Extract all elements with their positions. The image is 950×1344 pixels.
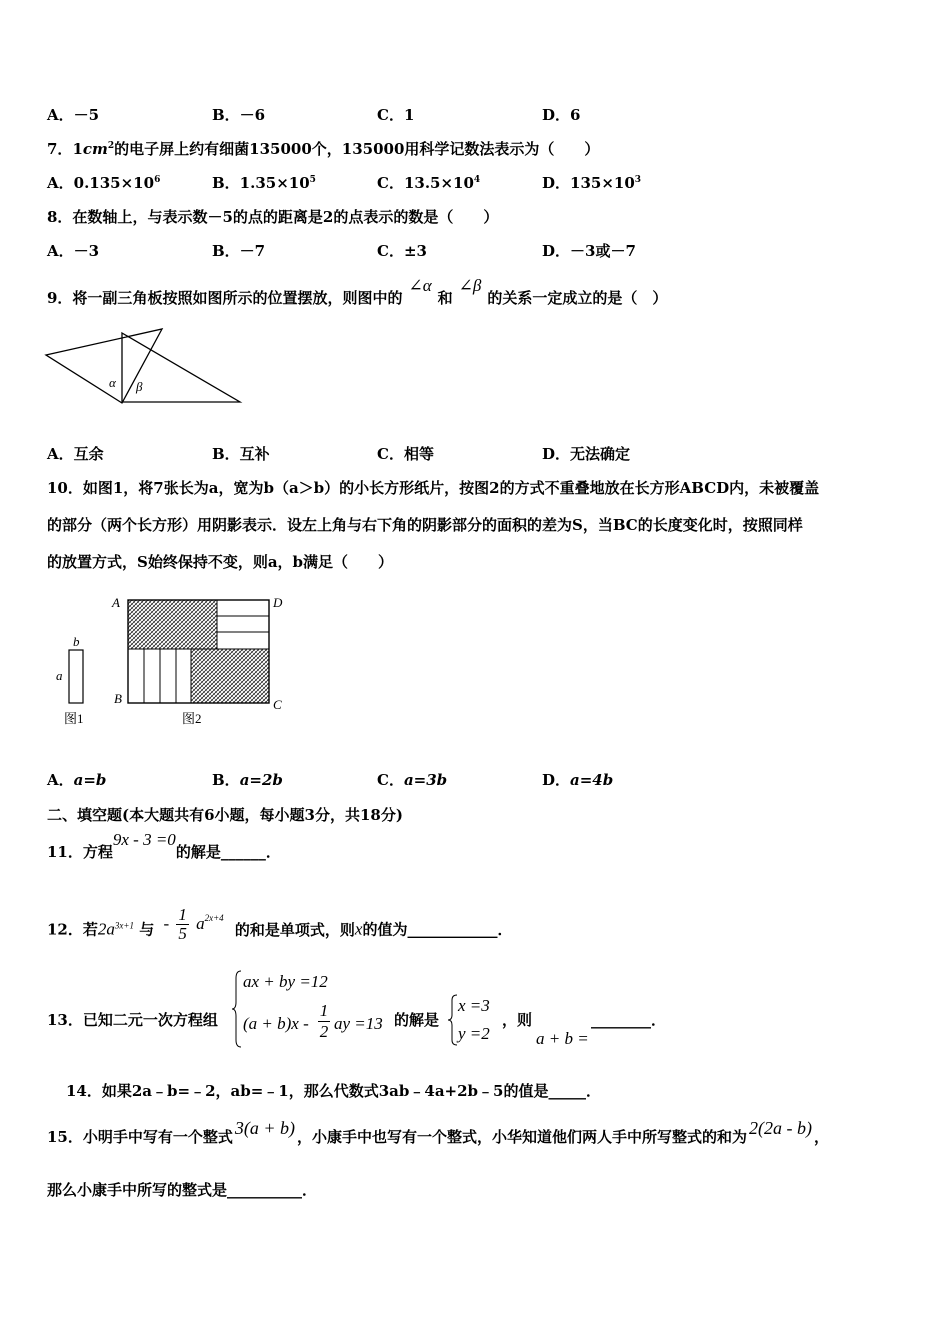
section2-title: 二、填空题(本大题共有6小题，每小题3分，共18分) (47, 806, 403, 824)
q13-system-brace (232, 970, 242, 1048)
q8-option-a: A．－3 (47, 242, 100, 260)
q13-eq2-left: (a + b)x - (243, 1014, 309, 1033)
q8-option-c: C．±3 (377, 242, 427, 260)
q9-option-d: D．无法确定 (542, 445, 631, 463)
q11: 11．方程9x - 3 =0的解是______． (47, 830, 281, 861)
q7-option-c: C．$13.5\times 10^4$ (377, 174, 481, 192)
q13-solution-brace (448, 994, 458, 1046)
q10-figures (50, 590, 290, 735)
q6-option-a: A．－5 (47, 106, 100, 124)
fig2-label-D: D (273, 595, 283, 610)
q14: 14．如果2a﹣b=﹣2，ab=﹣1，那么代数式3ab﹣4a+2b﹣5的值是_____． (66, 1082, 601, 1100)
fig2-label-A: A (112, 595, 120, 610)
q15-line1: 15．小明手中写有一个整式 3(a + b) ，小康手中也写有一个整式，小华知道他们两人手中所写整式的和为 2(2a - b) ， (47, 1118, 830, 1146)
q6-option-c: C．1 (377, 106, 415, 124)
q13-prefix: 13．已知二元一次方程组 (47, 1011, 218, 1029)
q10-option-a: A．a=b (47, 771, 107, 789)
q13-then: ，则 (502, 1011, 533, 1029)
fig2-shaded-top-left (128, 600, 217, 649)
q10-stem-line1: 10．如图1，将7张长为a，宽为b（a＞b）的小长方形纸片，按图2的方式不重叠地放在长方形ABCD内，未被覆盖 (47, 479, 820, 497)
q13-mid: 的解是 (394, 1011, 440, 1029)
q9-figure (44, 325, 244, 407)
q10-stem-line2: 的部分（两个长方形）用阴影表示．设左上角与右下角的阴影部分的面积的差为S，当BC的长度变化时，按照同样 (47, 516, 803, 534)
q13-eq2-fraction: 1 2 (319, 1001, 329, 1041)
fig2-caption: 图2 (182, 711, 202, 726)
q7-option-b: B．$1.35\times 10^5$ (212, 174, 316, 192)
q8-stem: 8．在数轴上，与表示数－5的点的距离是2的点表示的数是（ ） (47, 208, 499, 226)
fig1-caption: 图1 (64, 711, 84, 726)
q9-beta-label: β (136, 379, 143, 394)
q10-option-c: C．a=3b (377, 771, 448, 789)
fig2-shaded-bottom-right (191, 649, 269, 703)
q12: 12．若$2a^{3x+1}$ 与 - $\frac{1}{5}$ $a^{2x+4}$ 的和是单项式，则x的值为____________． (47, 905, 513, 943)
q13-sol-y: y =2 (458, 1024, 490, 1043)
q15-line2: 那么小康手中所写的整式是__________． (47, 1181, 318, 1199)
q13-sol-x: x =3 (458, 996, 490, 1015)
q10-option-b: B．a=2b (212, 771, 283, 789)
fig1-label-a: a (56, 668, 63, 683)
q8-option-b: B．－7 (212, 242, 266, 260)
q6-option-b: B．－6 (212, 106, 266, 124)
fig2-label-B: B (114, 691, 122, 706)
q13-ab: a + b = (536, 1029, 589, 1048)
fig2-label-C: C (273, 697, 282, 712)
q13-blank: ________． (591, 1011, 667, 1029)
q7-option-a: A．$0.135\times 10^6$ (47, 174, 161, 192)
fig1-label-b: b (73, 634, 80, 649)
q9-triangle-left (46, 329, 162, 403)
q7-option-d: D．$135\times 10^3$ (542, 174, 642, 192)
q7-stem: 7．$1cm^2$的电子屏上约有细菌135000个，135000用科学记数法表示为（ ） (47, 140, 600, 158)
q6-option-d: D．6 (542, 106, 581, 124)
q9-alpha-label: α (109, 375, 116, 390)
q9-option-c: C．相等 (377, 445, 434, 463)
q13-eq2-right: ay =13 (334, 1014, 383, 1033)
q9-stem: 9．将一副三角板按照如图所示的位置摆放，则图中的∠α和∠β的关系一定成立的是（ ） (47, 276, 668, 307)
q9-option-a: A．互余 (47, 445, 104, 463)
q13-eq1: ax + by =12 (243, 972, 328, 991)
fig1-small-rect (69, 650, 83, 703)
q10-option-d: D．a=4b (542, 771, 614, 789)
q10-stem-line3: 的放置方式，S始终保持不变，则a，b满足（ ） (47, 553, 394, 571)
q8-option-d: D．－3或－7 (542, 242, 636, 260)
q9-option-b: B．互补 (212, 445, 270, 463)
